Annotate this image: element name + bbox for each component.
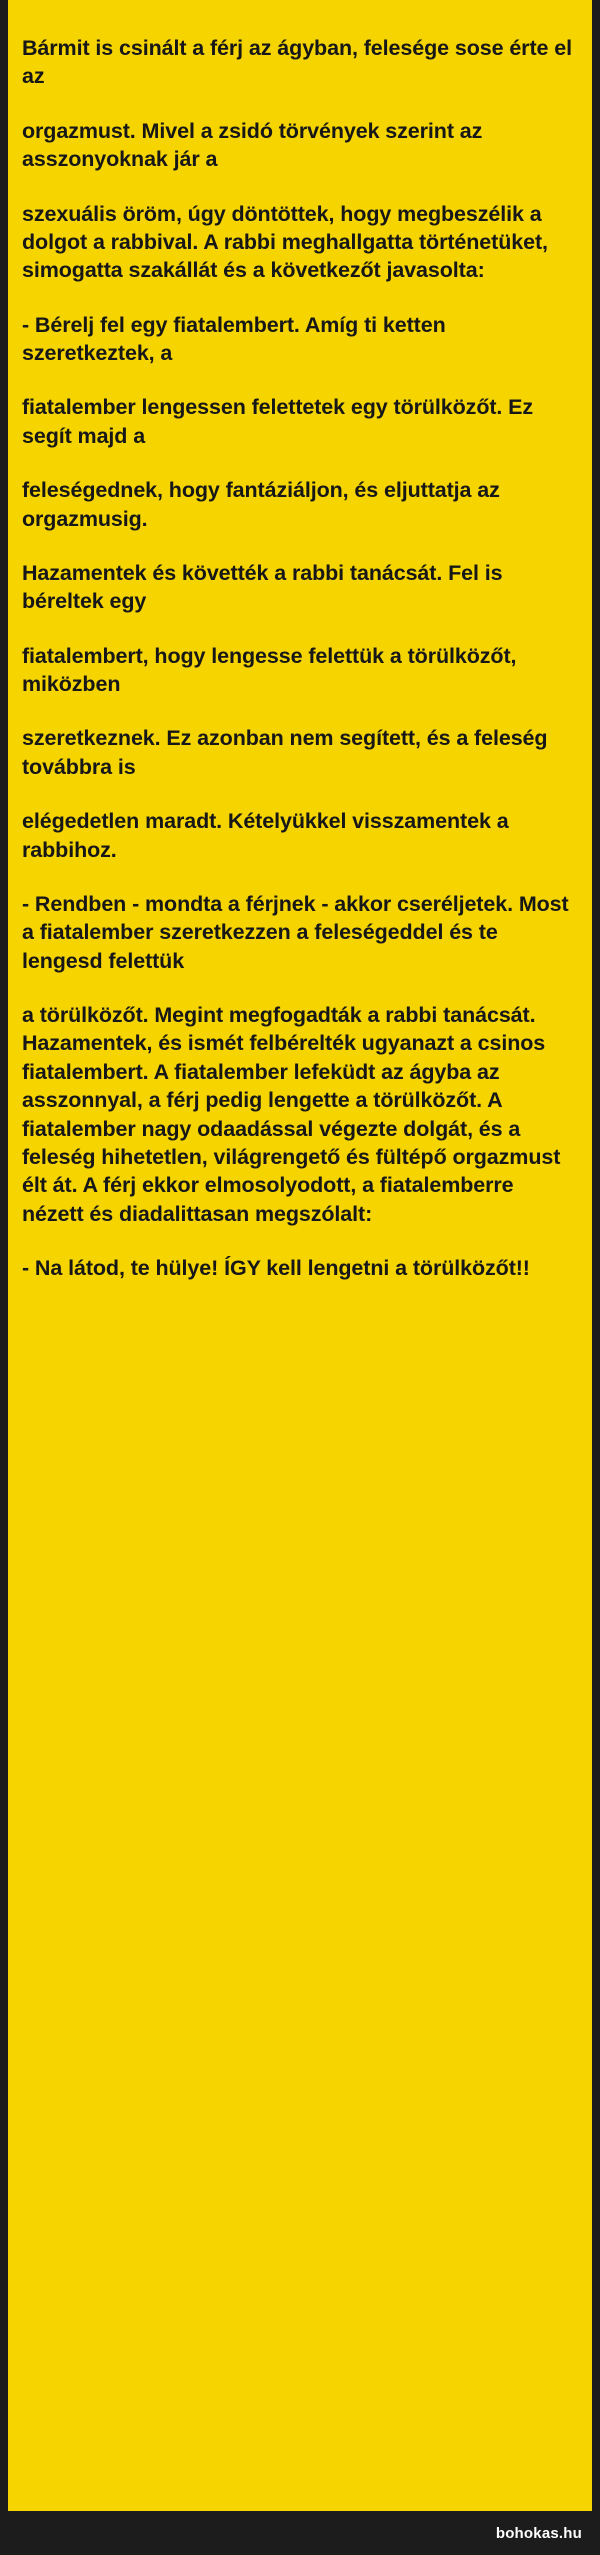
bottom-spacer: [22, 1308, 578, 1368]
joke-paragraph: - Bérelj fel egy fiatalembert. Amíg ti ketten szeretkeztek, a: [22, 312, 446, 365]
joke-paragraph: - Rendben - mondta a férjnek - akkor cseréljetek. Most a fiatalember szeretkezzen a feleségeddel és te lengesd felettük: [22, 891, 569, 973]
joke-paragraph: elégedetlen maradt. Kételyükkel visszamentek a rabbihoz.: [22, 809, 509, 862]
joke-paragraph: szeretkeznek. Ez azonban nem segített, és a feleség továbbra is: [22, 726, 548, 779]
footer-bar: [0, 2511, 600, 2555]
joke-paragraph: fiatalember lengessen felettetek egy törülközőt. Ez segít majd a: [22, 395, 534, 448]
joke-paragraph: szexuális öröm, úgy döntöttek, hogy megbeszélik a dolgot a rabbival. A rabbi meghallgatta történetüket, simogatta szakállát és a következőt javasolta:: [22, 201, 548, 283]
joke-paragraph-punchline: - Na látod, te hülye! ÍGY kell lengetni a törülközőt!!: [22, 1256, 530, 1280]
joke-paragraph: Hazamentek és követték a rabbi tanácsát. Fel is béreltek egy: [22, 560, 503, 614]
site-watermark: bohokas.hu: [495, 2524, 582, 2542]
joke-paragraph: fiatalembert, hogy lengesse felettük a törülközőt, miközben: [22, 643, 517, 696]
joke-paragraph: Bármit is csinált a férj az ágyban, felesége sose érte el az: [22, 36, 572, 89]
joke-paragraph: orgazmust. Mivel a zsidó törvények szerint az asszonyoknak jár a: [22, 118, 483, 172]
joke-paragraph: feleségednek, hogy fantáziáljon, és eljuttatja az orgazmusig.: [22, 478, 500, 531]
joke-paragraph: a törülközőt. Megint megfogadták a rabbi tanácsát. Hazamentek, és ismét felbérelték ugyanazt a csinos fiatalembert. A fiatalember lefeküdt az ágyba az asszonnyal, a férj pedig lengette a törülközőt. A fiatalember nagy odaadással végezte dolgát, és a feleség hihetetlen, világrengető és fültépő orgazmust élt át. A férj ekkor elmosolyodott, a fiatalemberre nézett és diadalittasan megszólalt:: [22, 1003, 561, 1226]
